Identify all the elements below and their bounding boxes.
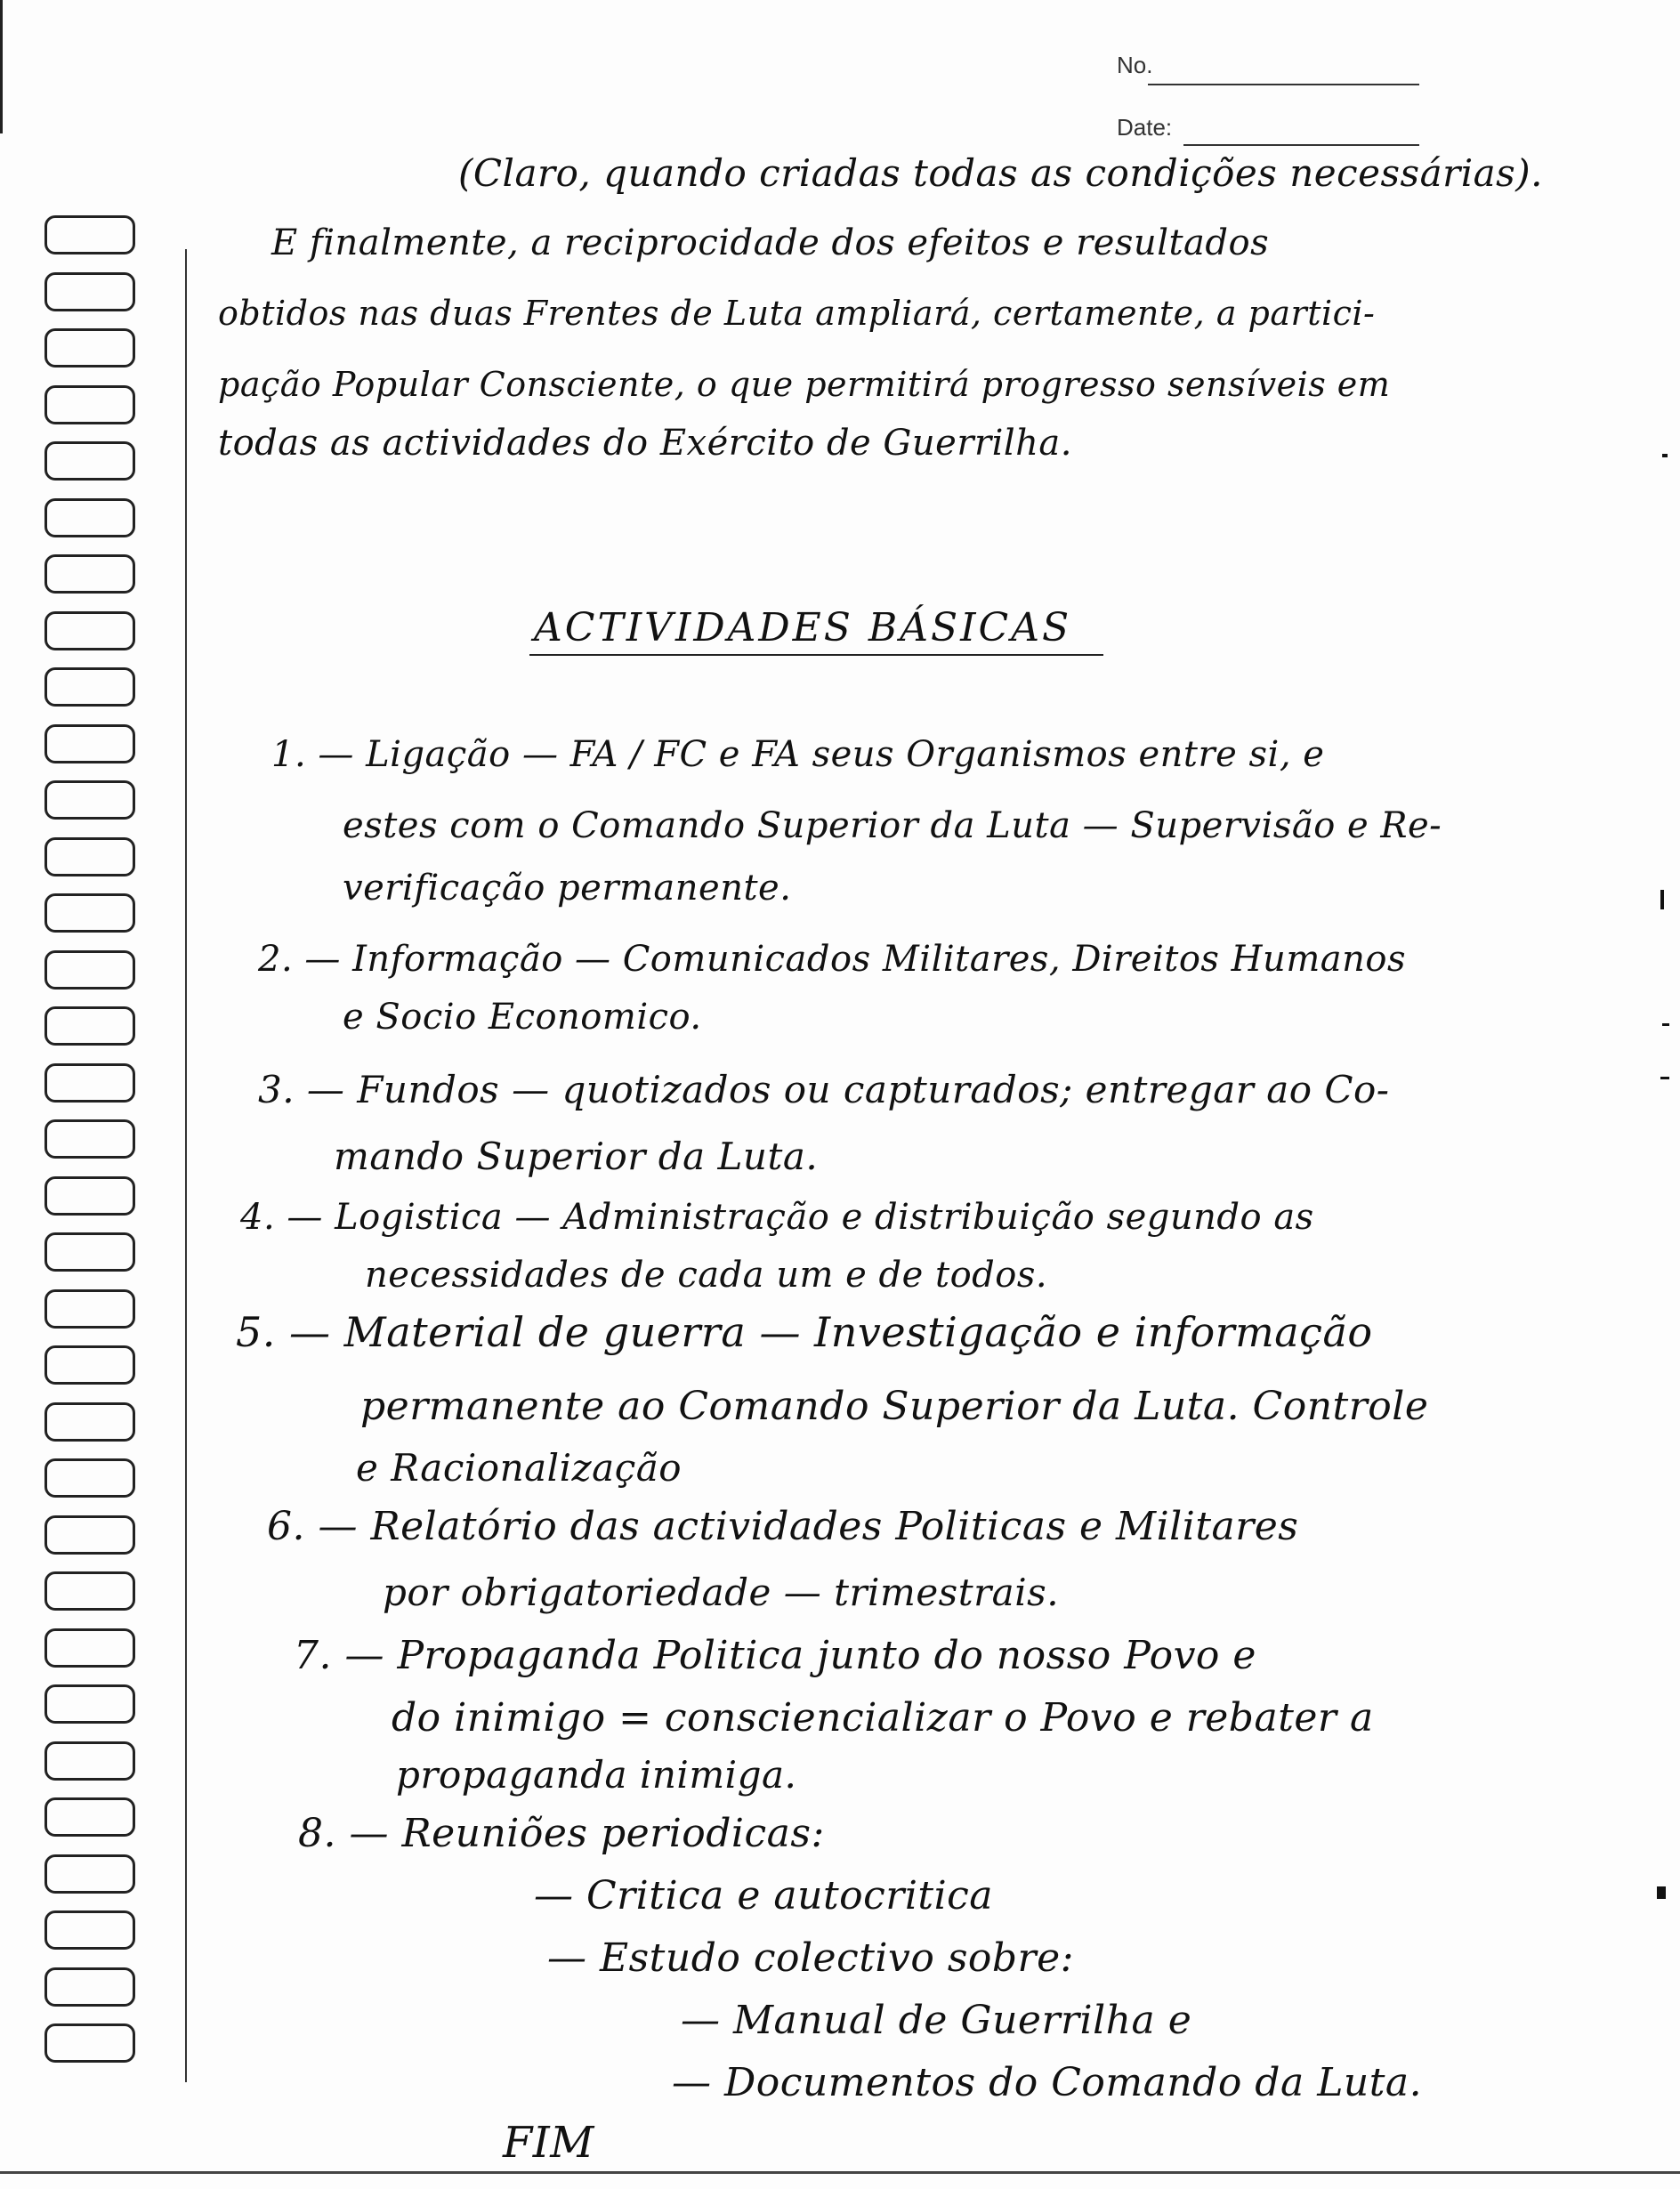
binder-hole bbox=[44, 1741, 135, 1781]
scan-speck bbox=[1660, 890, 1664, 909]
binder-hole bbox=[44, 272, 135, 311]
binder-hole bbox=[44, 215, 135, 254]
item-8-line-1: 8. — Reuniões periodicas: bbox=[298, 1811, 825, 1856]
item-5-line-2: permanente ao Comando Superior da Luta. Controle bbox=[360, 1384, 1429, 1429]
binder-hole bbox=[44, 1289, 135, 1329]
scan-speck bbox=[1662, 1023, 1669, 1026]
sub-item-estudo: — Estudo colectivo sobre: bbox=[547, 1935, 1074, 1981]
binder-hole bbox=[44, 385, 135, 424]
scan-edge-mark bbox=[0, 0, 3, 133]
binder-hole bbox=[44, 1006, 135, 1046]
item-1-line-1: 1. — Ligação — FA / FC e FA seus Organismos entre si, e bbox=[271, 734, 1325, 775]
binder-hole bbox=[44, 1571, 135, 1611]
intro-line-1: (Claro, quando criadas todas as condições necessárias). bbox=[458, 151, 1543, 195]
item-4-line-1: 4. — Logistica — Administração e distribuição segundo as bbox=[240, 1197, 1314, 1238]
binder-hole bbox=[44, 724, 135, 763]
item-1-line-2: estes com o Comando Superior da Luta — Supervisão e Re- bbox=[343, 805, 1442, 846]
binder-hole bbox=[44, 1063, 135, 1103]
binder-hole bbox=[44, 554, 135, 594]
binder-hole bbox=[44, 1910, 135, 1950]
binder-hole bbox=[44, 1967, 135, 2007]
binder-hole bbox=[44, 780, 135, 820]
item-4-line-2: necessidades de cada um e de todos. bbox=[365, 1255, 1048, 1296]
binder-holes bbox=[44, 215, 142, 2080]
binder-hole bbox=[44, 1684, 135, 1724]
binder-hole bbox=[44, 441, 135, 481]
sub-item-critica: — Critica e autocritica bbox=[534, 1873, 994, 1918]
binder-hole bbox=[44, 1402, 135, 1442]
intro-line-4: pação Popular Consciente, o que permitirá progresso sensíveis em bbox=[218, 365, 1391, 404]
binder-hole bbox=[44, 328, 135, 368]
binder-hole bbox=[44, 611, 135, 650]
item-2-line-1: 2. — Informação — Comunicados Militares, Direitos Humanos bbox=[258, 939, 1406, 980]
item-3-line-1: 3. — Fundos — quotizados ou capturados; entregar ao Co- bbox=[258, 1068, 1390, 1111]
item-7-line-1: 7. — Propaganda Politica junto do nosso Povo e bbox=[294, 1633, 1256, 1678]
binder-hole bbox=[44, 837, 135, 876]
item-7-line-2: do inimigo = consciencializar o Povo e rebater a bbox=[392, 1695, 1374, 1741]
page-bottom-edge bbox=[0, 2171, 1680, 2174]
intro-line-5: todas as actividades do Exército de Guerrilha. bbox=[218, 423, 1072, 464]
scan-speck bbox=[1662, 454, 1668, 457]
binder-hole bbox=[44, 1458, 135, 1498]
item-3-line-2: mando Superior da Luta. bbox=[334, 1135, 819, 1178]
item-1-line-3: verificação permanente. bbox=[343, 868, 792, 909]
section-title: ACTIVIDADES BÁSICAS bbox=[534, 605, 1072, 650]
binder-hole bbox=[44, 1176, 135, 1216]
scan-speck bbox=[1657, 1886, 1666, 1899]
date-field-line bbox=[1183, 144, 1419, 146]
item-6-line-2: por obrigatoriedade — trimestrais. bbox=[383, 1571, 1060, 1614]
intro-line-2: E finalmente, a reciprocidade dos efeitos e resultados bbox=[271, 222, 1270, 263]
binder-hole bbox=[44, 950, 135, 989]
item-7-line-3: propaganda inimiga. bbox=[396, 1753, 797, 1797]
section-title-underline bbox=[529, 654, 1103, 656]
binder-hole bbox=[44, 1854, 135, 1894]
binder-hole bbox=[44, 498, 135, 537]
item-5-line-1: 5. — Material de guerra — Investigação e informação bbox=[236, 1308, 1373, 1356]
sub-item-documentos: — Documentos do Comando da Luta. bbox=[672, 2060, 1423, 2105]
binder-hole bbox=[44, 1345, 135, 1385]
binder-hole bbox=[44, 893, 135, 933]
scan-speck bbox=[1660, 1077, 1669, 1079]
date-field-label: Date: bbox=[1117, 114, 1173, 141]
binder-hole bbox=[44, 1628, 135, 1668]
binder-hole bbox=[44, 1797, 135, 1837]
no-field-label: No. bbox=[1117, 52, 1153, 78]
intro-line-3: obtidos nas duas Frentes de Luta ampliará, certamente, a partici- bbox=[218, 294, 1376, 333]
end-mark: FIM bbox=[503, 2118, 594, 2168]
binder-hole bbox=[44, 1119, 135, 1159]
margin-rule bbox=[185, 249, 187, 2082]
item-2-line-2: e Socio Economico. bbox=[343, 997, 702, 1038]
no-field-line bbox=[1148, 84, 1419, 85]
binder-hole bbox=[44, 1515, 135, 1555]
binder-hole bbox=[44, 667, 135, 707]
item-6-line-1: 6. — Relatório das actividades Politicas e Militares bbox=[267, 1504, 1299, 1549]
binder-hole bbox=[44, 1232, 135, 1272]
binder-hole bbox=[44, 2023, 135, 2063]
sub-item-manual: — Manual de Guerrilha e bbox=[681, 1998, 1192, 2043]
item-5-line-3: e Racionalização bbox=[356, 1446, 682, 1490]
